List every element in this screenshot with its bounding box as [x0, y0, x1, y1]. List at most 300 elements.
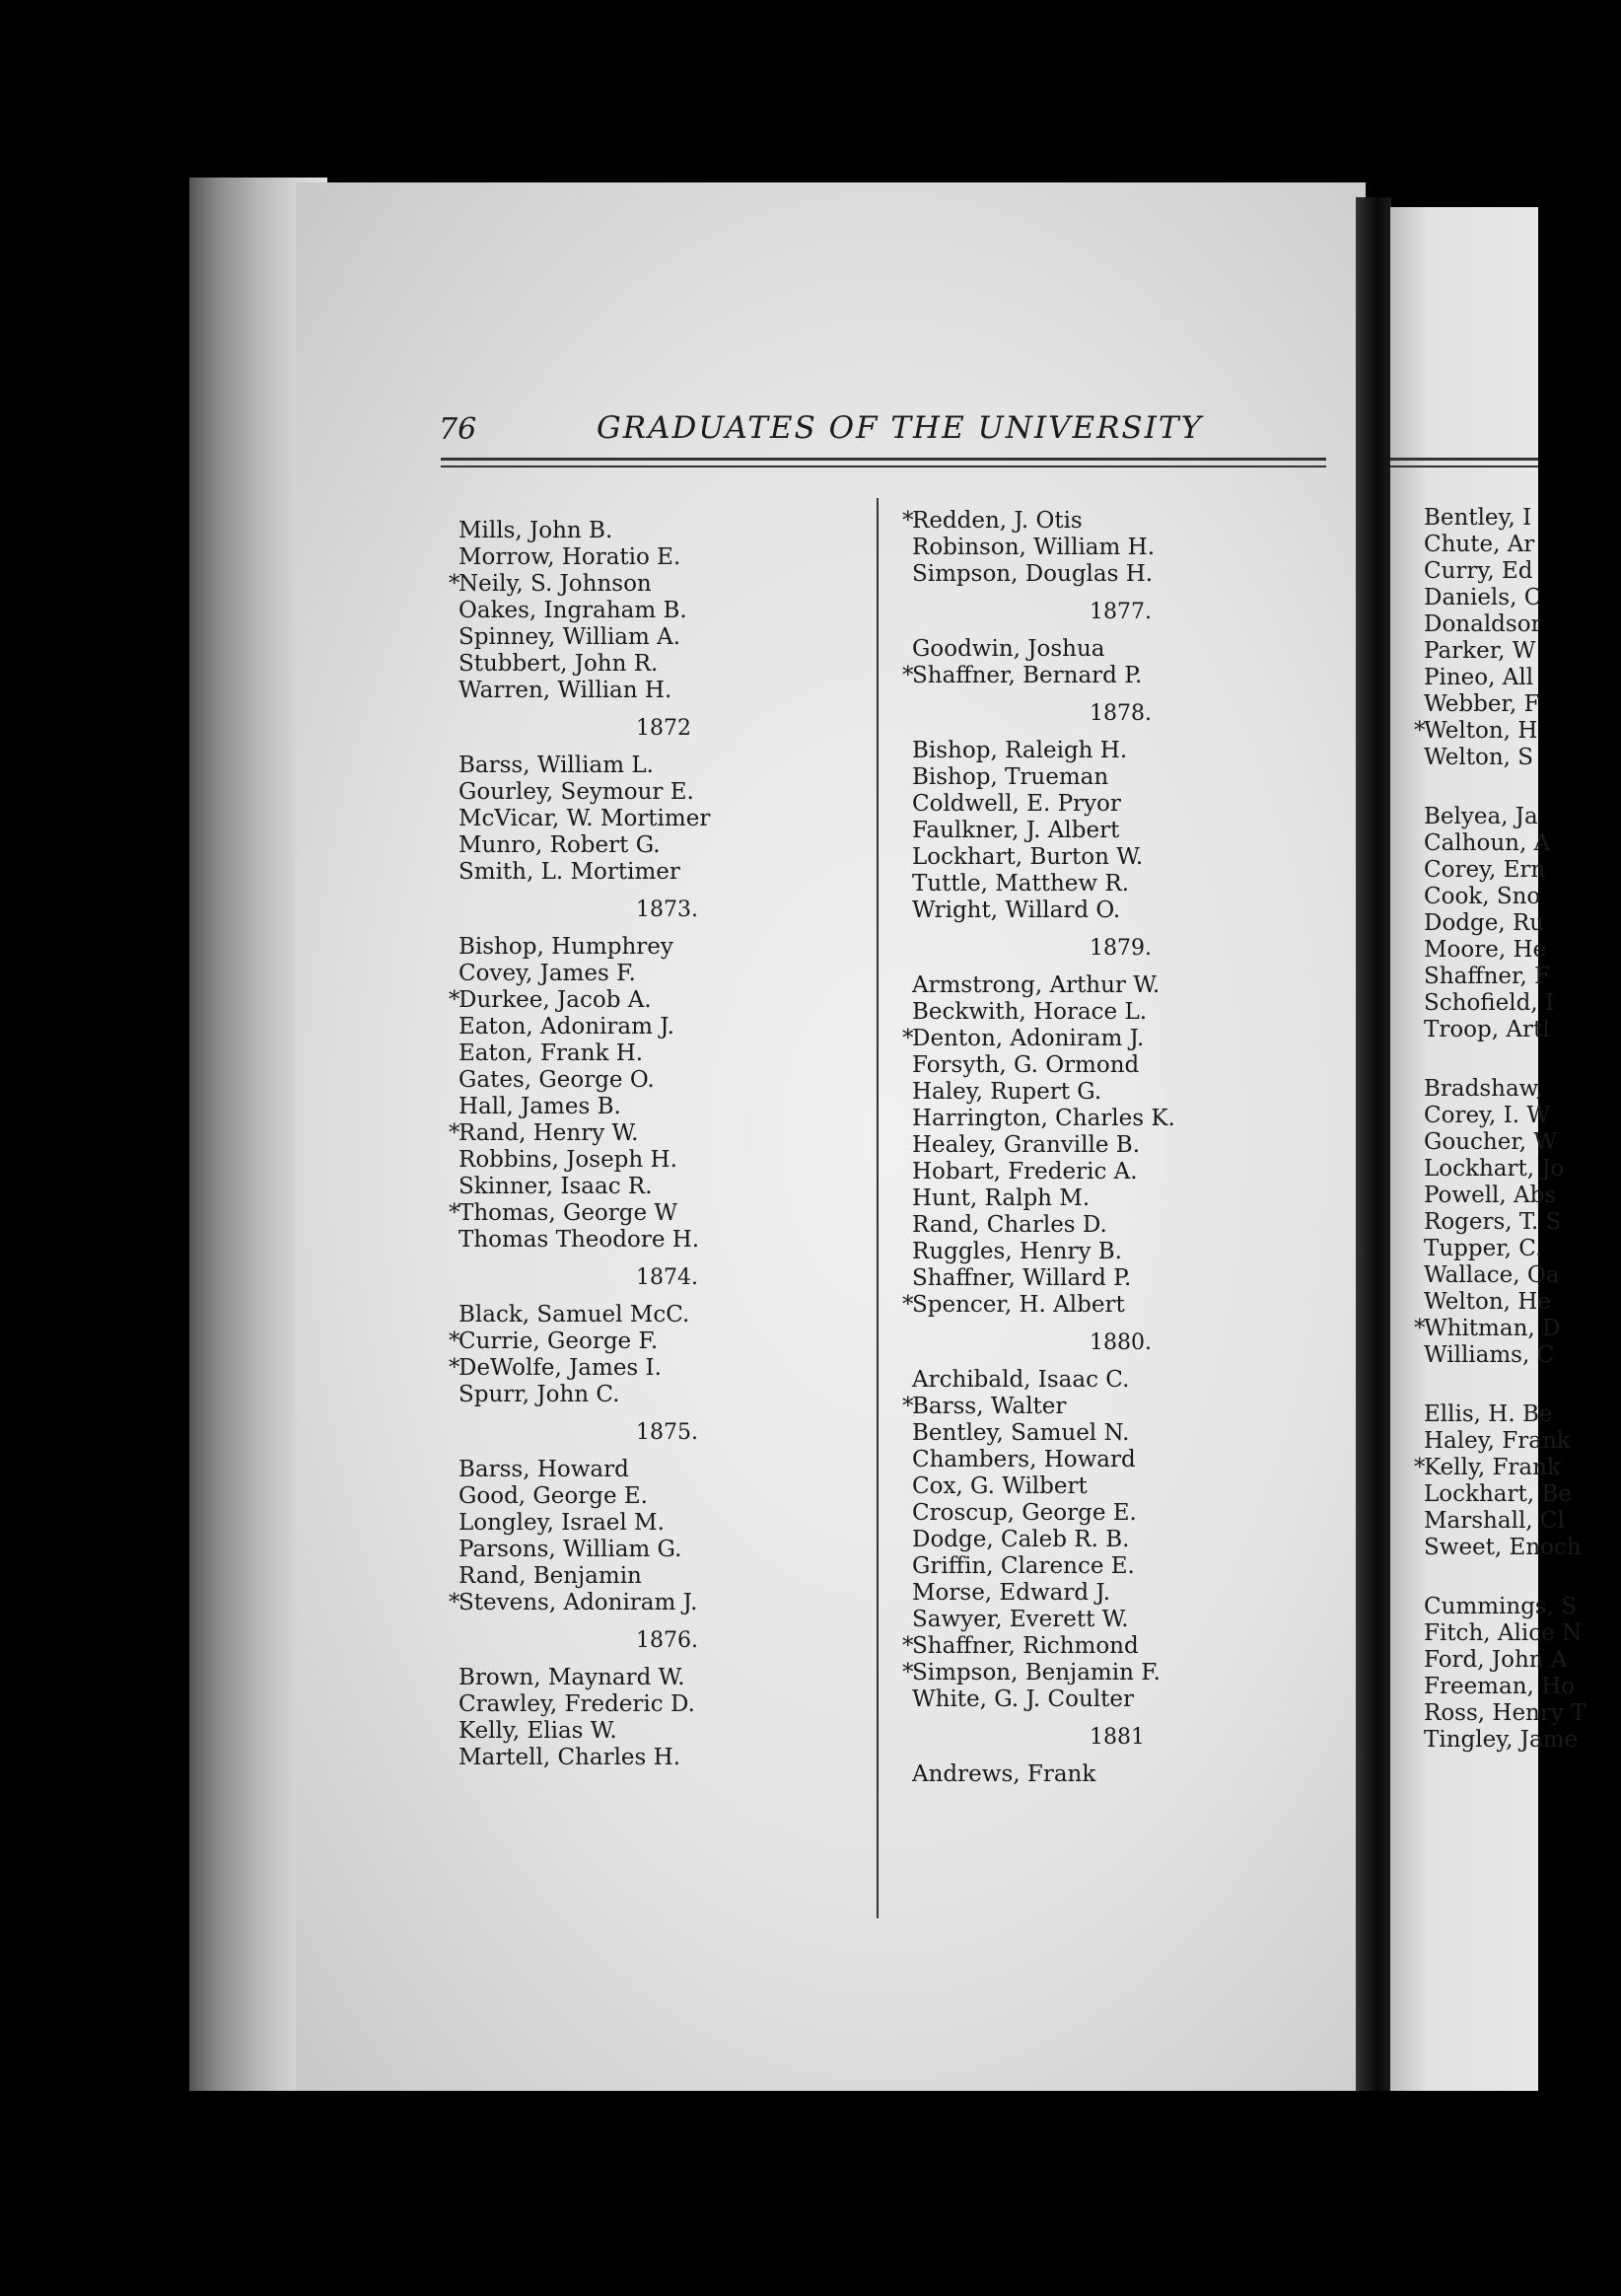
graduate-name: Chute, Ar — [1424, 532, 1535, 557]
graduate-name: Curry, Ed — [1424, 558, 1533, 584]
facing-page-column — [1414, 505, 1621, 1754]
right-column — [902, 508, 1326, 1788]
graduate-entry — [912, 1239, 1326, 1265]
spacer — [1424, 1369, 1621, 1380]
spacer — [912, 1319, 1326, 1329]
graduate-name: Archibald, Isaac C. — [912, 1367, 1130, 1393]
graduate-entry — [1424, 1401, 1621, 1428]
graduate-entry — [912, 1159, 1326, 1185]
graduate-entry — [1424, 1674, 1621, 1700]
graduate-entry — [1424, 1481, 1621, 1508]
graduate-name: Andrews, Frank — [912, 1761, 1096, 1787]
graduate-name: Mills, John B. — [458, 518, 613, 543]
graduate-entry — [1424, 1262, 1621, 1289]
graduate-name: Stubbert, John R. — [458, 651, 659, 677]
header-rule — [441, 466, 1326, 467]
graduate-entry — [1424, 910, 1621, 937]
graduate-entry — [912, 844, 1326, 871]
spacer — [1424, 1043, 1621, 1054]
spacer — [912, 588, 1326, 599]
graduate-name: Bentley, I — [1424, 505, 1532, 531]
spacer — [912, 1713, 1326, 1724]
graduate-entry — [458, 934, 873, 961]
class-year-heading: 1873. — [636, 897, 698, 922]
deceased-marker: * — [449, 1120, 460, 1146]
graduate-name: Coldwell, E. Pryor — [912, 791, 1121, 817]
graduate-name: Bishop, Trueman — [912, 764, 1109, 790]
graduate-name: Robinson, William H. — [912, 535, 1156, 560]
graduate-entry — [912, 1367, 1326, 1394]
graduate-entry — [458, 1382, 873, 1408]
graduate-name: Black, Samuel McC. — [458, 1302, 690, 1327]
graduate-entry — [1424, 1017, 1621, 1043]
spacer — [458, 742, 873, 753]
graduate-entry — [449, 571, 873, 598]
deceased-marker: * — [902, 1660, 914, 1686]
graduate-entry — [458, 753, 873, 779]
graduate-name: Longley, Israel M. — [458, 1510, 665, 1536]
spacer — [912, 962, 1326, 972]
graduate-entry — [458, 832, 873, 859]
graduate-name: Ellis, H. Be — [1424, 1401, 1553, 1427]
graduate-entry — [1424, 585, 1621, 611]
graduate-name: Crawley, Frederic D. — [458, 1691, 695, 1717]
spacer — [1424, 1583, 1621, 1594]
graduate-name: Munro, Robert G. — [458, 832, 661, 858]
graduate-name: Covey, James F. — [458, 961, 636, 986]
graduate-name: Chambers, Howard — [912, 1447, 1136, 1472]
graduate-name: Tupper, C. — [1424, 1236, 1543, 1261]
graduate-entry — [1424, 745, 1621, 771]
class-year-heading: 1876. — [636, 1628, 698, 1653]
spacer — [458, 1408, 873, 1419]
graduate-name: Parsons, William G. — [458, 1537, 682, 1562]
spacer — [458, 923, 873, 934]
graduate-name: Brown, Maynard W. — [458, 1665, 685, 1690]
graduate-entry — [458, 1302, 873, 1328]
graduate-entry — [458, 961, 873, 987]
graduate-name: Moore, He — [1424, 937, 1547, 963]
graduate-name: Ruggles, Henry B. — [912, 1239, 1122, 1264]
deceased-marker: * — [449, 1355, 460, 1381]
graduate-entry — [1424, 691, 1621, 718]
graduate-entry — [902, 508, 1326, 535]
graduate-entry — [1424, 1209, 1621, 1236]
graduate-entry — [449, 1328, 873, 1355]
graduate-entry — [912, 1212, 1326, 1239]
graduate-name: Spurr, John C. — [458, 1382, 620, 1407]
graduate-entry — [912, 791, 1326, 818]
graduate-name: Redden, J. Otis — [912, 508, 1083, 534]
graduate-name: Robbins, Joseph H. — [458, 1147, 677, 1173]
graduate-entry — [449, 1120, 873, 1147]
graduate-entry — [1424, 1594, 1621, 1620]
class-year-heading: 1874. — [636, 1265, 698, 1290]
graduate-name: Smith, L. Mortimer — [458, 859, 680, 885]
graduate-entry — [458, 651, 873, 678]
graduate-name: Corey, I. W — [1424, 1103, 1550, 1128]
graduate-entry — [902, 663, 1326, 689]
graduate-entry — [912, 1132, 1326, 1159]
graduate-name: Skinner, Isaac R. — [458, 1174, 653, 1199]
graduate-entry — [912, 1500, 1326, 1527]
graduate-entry — [912, 1185, 1326, 1212]
graduate-entry — [912, 1761, 1326, 1788]
graduate-name: Lockhart, Be — [1424, 1481, 1572, 1507]
graduate-entry — [1424, 1342, 1621, 1369]
graduate-entry — [912, 1580, 1326, 1607]
graduate-entry — [1424, 1428, 1621, 1455]
left-column — [449, 518, 873, 1771]
graduate-name: Stevens, Adoniram J. — [458, 1590, 698, 1615]
graduate-entry — [458, 518, 873, 544]
class-year-heading: 1877. — [1090, 600, 1152, 624]
deceased-marker: * — [902, 1633, 914, 1659]
deceased-marker: * — [902, 1394, 914, 1419]
graduate-entry — [1424, 857, 1621, 884]
graduate-entry — [1424, 884, 1621, 910]
graduate-name: Currie, George F. — [458, 1328, 659, 1354]
graduate-name: Pineo, All — [1424, 665, 1534, 690]
graduate-name: Barss, William L. — [458, 753, 654, 778]
graduate-entry — [912, 535, 1326, 561]
spacer — [1424, 782, 1621, 793]
graduate-entry — [458, 544, 873, 571]
graduate-name: Thomas, George W — [458, 1200, 678, 1226]
graduate-name: Neily, S. Johnson — [458, 571, 652, 597]
spacer — [1424, 1561, 1621, 1572]
graduate-name: Beckwith, Horace L. — [912, 999, 1148, 1025]
graduate-name: Gourley, Seymour E. — [458, 779, 694, 805]
spacer — [912, 924, 1326, 935]
graduate-name: Spencer, H. Albert — [912, 1292, 1125, 1318]
graduate-entry — [458, 678, 873, 704]
graduate-entry — [458, 624, 873, 651]
graduate-entry — [449, 1355, 873, 1382]
graduate-name: Williams, C — [1424, 1342, 1555, 1368]
graduate-name: Good, George E. — [458, 1483, 648, 1509]
graduate-entry — [1424, 1236, 1621, 1262]
graduate-entry — [912, 871, 1326, 897]
graduate-entry — [1424, 665, 1621, 691]
graduate-name: Shaffner, Willard P. — [912, 1265, 1132, 1291]
graduate-name: Fitch, Alice N — [1424, 1620, 1583, 1646]
spacer — [912, 727, 1326, 738]
graduate-name: Eaton, Adoniram J. — [458, 1014, 674, 1040]
deceased-marker: * — [449, 571, 460, 597]
book-gutter — [1356, 197, 1391, 2091]
graduate-name: Warren, Willian H. — [458, 678, 672, 703]
graduate-name: Martell, Charles H. — [458, 1745, 681, 1770]
graduate-entry — [1424, 1700, 1621, 1727]
graduate-name: Simpson, Benjamin F. — [912, 1660, 1161, 1686]
graduate-name: Shaffner, Bernard P. — [912, 663, 1143, 688]
graduate-entry — [1424, 937, 1621, 964]
graduate-name: McVicar, W. Mortimer — [458, 806, 711, 831]
graduate-name: Bishop, Raleigh H. — [912, 738, 1128, 763]
graduate-name: Barss, Howard — [458, 1457, 629, 1482]
deceased-marker: * — [449, 1328, 460, 1354]
spacer — [458, 1254, 873, 1264]
graduate-entry — [912, 1447, 1326, 1473]
graduate-entry — [912, 1473, 1326, 1500]
graduate-entry — [458, 1227, 873, 1254]
graduate-name: Haley, Frank — [1424, 1428, 1571, 1454]
graduate-name: Powell, Abs — [1424, 1183, 1557, 1208]
graduate-name: Schofield, I — [1424, 990, 1555, 1016]
graduate-name: Parker, W — [1424, 638, 1536, 664]
graduate-name: Barss, Walter — [912, 1394, 1067, 1419]
graduate-entry — [458, 598, 873, 624]
deceased-marker: * — [449, 987, 460, 1013]
spacer — [912, 689, 1326, 700]
spacer — [458, 704, 873, 715]
spacer — [1424, 1391, 1621, 1401]
graduate-entry — [458, 1014, 873, 1040]
graduate-entry — [912, 1052, 1326, 1079]
graduate-name: Goucher, W — [1424, 1129, 1558, 1155]
graduate-name: DeWolfe, James I. — [458, 1355, 662, 1381]
graduate-name: Denton, Adoniram J. — [912, 1026, 1145, 1051]
graduate-entry — [1424, 558, 1621, 585]
deceased-marker: * — [1414, 1316, 1426, 1341]
graduate-name: Harrington, Charles K. — [912, 1106, 1175, 1131]
graduate-entry — [449, 1590, 873, 1616]
graduate-name: Sweet, Enoch — [1424, 1535, 1582, 1560]
graduate-entry — [1424, 1156, 1621, 1183]
graduate-name: Tingley, Jame — [1424, 1727, 1579, 1753]
graduate-entry — [458, 1718, 873, 1745]
spacer — [458, 886, 873, 897]
graduate-entry — [1424, 804, 1621, 830]
graduate-entry — [912, 1553, 1326, 1580]
graduate-name: Wright, Willard O. — [912, 897, 1121, 923]
graduate-name: Webber, F — [1424, 691, 1540, 717]
graduate-entry — [912, 1607, 1326, 1633]
graduate-name: Ross, Henry T — [1424, 1700, 1586, 1726]
page-number: 76 — [439, 412, 477, 447]
graduate-entry — [912, 999, 1326, 1026]
graduate-entry — [912, 972, 1326, 999]
facing-header-rule — [1390, 466, 1538, 467]
graduate-name: Kelly, Frank — [1424, 1455, 1561, 1480]
graduate-name: Calhoun, A — [1424, 830, 1551, 856]
graduate-name: Spinney, William A. — [458, 624, 681, 650]
graduate-entry — [902, 1394, 1326, 1420]
spacer — [458, 1654, 873, 1665]
graduate-name: Bradshaw, — [1424, 1076, 1543, 1102]
graduate-name: Wallace, Oa — [1424, 1262, 1560, 1288]
graduate-entry — [458, 1040, 873, 1067]
graduate-name: Marshall, Cl — [1424, 1508, 1565, 1534]
spacer — [1424, 771, 1621, 782]
graduate-entry — [458, 1094, 873, 1120]
spacer — [1424, 1572, 1621, 1583]
graduate-entry — [458, 1691, 873, 1718]
graduate-entry — [1424, 638, 1621, 665]
graduate-entry — [912, 818, 1326, 844]
graduate-name: Donaldsor — [1424, 611, 1542, 637]
graduate-name: Daniels, C — [1424, 585, 1542, 610]
graduate-entry — [1424, 1727, 1621, 1754]
graduate-entry — [458, 1457, 873, 1483]
deceased-marker: * — [449, 1590, 460, 1615]
graduate-name: Lockhart, Jo — [1424, 1156, 1565, 1182]
graduate-entry — [902, 1026, 1326, 1052]
graduate-name: Ford, John A — [1424, 1647, 1568, 1673]
graduate-name: Faulkner, J. Albert — [912, 818, 1120, 843]
graduate-entry — [1424, 1289, 1621, 1316]
graduate-entry — [912, 1265, 1326, 1292]
graduate-entry — [449, 1200, 873, 1227]
graduate-name: Rand, Henry W. — [458, 1120, 639, 1146]
graduate-entry — [1414, 718, 1621, 745]
spacer — [1424, 1065, 1621, 1076]
graduate-entry — [458, 1510, 873, 1537]
graduate-entry — [912, 561, 1326, 588]
graduate-name: Croscup, George E. — [912, 1500, 1137, 1526]
header-rule — [441, 458, 1326, 461]
class-year-heading: 1880. — [1090, 1330, 1152, 1355]
class-year-heading: 1881 — [1090, 1725, 1145, 1750]
graduate-entry — [458, 1537, 873, 1563]
graduate-name: Whitman, D — [1424, 1316, 1561, 1341]
graduate-entry — [912, 1106, 1326, 1132]
graduate-name: Gates, George O. — [458, 1067, 655, 1093]
graduate-entry — [1424, 1103, 1621, 1129]
graduate-entry — [1424, 1183, 1621, 1209]
graduate-entry — [458, 1174, 873, 1200]
graduate-entry — [458, 806, 873, 832]
deceased-marker: * — [902, 1292, 914, 1318]
graduate-name: Rogers, T. S — [1424, 1209, 1562, 1235]
graduate-entry — [458, 1665, 873, 1691]
facing-header-rule — [1390, 458, 1538, 461]
graduate-name: White, G. J. Coulter — [912, 1686, 1134, 1712]
graduate-name: Freeman, Ho — [1424, 1674, 1576, 1699]
graduate-entry — [1414, 1455, 1621, 1481]
graduate-name: Sawyer, Everett W. — [912, 1607, 1129, 1632]
spacer — [458, 1446, 873, 1457]
spacer — [1424, 1054, 1621, 1065]
graduate-name: Hall, James B. — [458, 1094, 621, 1119]
graduate-name: Cummings, S — [1424, 1594, 1578, 1619]
graduate-entry — [912, 897, 1326, 924]
graduate-entry — [1424, 990, 1621, 1017]
graduate-name: Tuttle, Matthew R. — [912, 871, 1130, 897]
graduate-name: Morse, Edward J. — [912, 1580, 1111, 1606]
graduate-entry — [1424, 1508, 1621, 1535]
graduate-entry — [458, 1067, 873, 1094]
spacer — [458, 1291, 873, 1302]
graduate-name: Rand, Charles D. — [912, 1212, 1107, 1238]
graduate-entry — [912, 738, 1326, 764]
graduate-name: Belyea, Ja — [1424, 804, 1538, 829]
graduate-entry — [912, 1079, 1326, 1106]
graduate-name: Welton, S — [1424, 745, 1534, 770]
graduate-entry — [1424, 1620, 1621, 1647]
graduate-name: Cook, Sno — [1424, 884, 1541, 909]
graduate-name: Hunt, Ralph M. — [912, 1185, 1091, 1211]
graduate-entry — [912, 764, 1326, 791]
graduate-entry — [912, 1527, 1326, 1553]
spacer — [458, 1616, 873, 1627]
deceased-marker: * — [449, 1200, 460, 1226]
graduate-name: Armstrong, Arthur W. — [912, 972, 1161, 998]
class-year-heading: 1878. — [1090, 701, 1152, 726]
graduate-entry — [1424, 1535, 1621, 1561]
graduate-entry — [902, 1660, 1326, 1686]
graduate-name: Lockhart, Burton W. — [912, 844, 1144, 870]
class-year-heading: 1875. — [636, 1420, 698, 1445]
graduate-entry — [1424, 532, 1621, 558]
graduate-name: Simpson, Douglas H. — [912, 561, 1154, 587]
graduate-entry — [458, 1563, 873, 1590]
deceased-marker: * — [902, 1026, 914, 1051]
graduate-entry — [902, 1292, 1326, 1319]
deceased-marker: * — [902, 508, 914, 534]
graduate-name: Shaffner, F — [1424, 964, 1551, 989]
spacer — [1424, 1380, 1621, 1391]
column-divider — [877, 498, 879, 1918]
graduate-name: Welton, He — [1424, 1289, 1551, 1315]
graduate-entry — [912, 1420, 1326, 1447]
spacer — [912, 1751, 1326, 1761]
spacer — [1424, 793, 1621, 804]
facing-page — [1390, 207, 1586, 2091]
graduate-entry — [912, 636, 1326, 663]
running-header: GRADUATES OF THE UNIVERSITY — [597, 410, 1204, 446]
graduate-entry — [1424, 1076, 1621, 1103]
graduate-entry — [902, 1633, 1326, 1660]
graduate-name: Goodwin, Joshua — [912, 636, 1105, 662]
spacer — [912, 625, 1326, 636]
graduate-name: Cox, G. Wilbert — [912, 1473, 1088, 1499]
graduate-entry — [1424, 505, 1621, 532]
deceased-marker: * — [1414, 718, 1426, 744]
graduate-entry — [449, 987, 873, 1014]
graduate-entry — [1424, 964, 1621, 990]
graduate-name: Bishop, Humphrey — [458, 934, 673, 960]
graduate-entry — [458, 1147, 873, 1174]
graduate-name: Corey, Ern — [1424, 857, 1546, 883]
graduate-entry — [458, 1483, 873, 1510]
graduate-name: Oakes, Ingraham B. — [458, 598, 687, 623]
deceased-marker: * — [902, 663, 914, 688]
graduate-entry — [1424, 1647, 1621, 1674]
spacer — [912, 1356, 1326, 1367]
graduate-name: Morrow, Horatio E. — [458, 544, 681, 570]
graduate-entry — [912, 1686, 1326, 1713]
graduate-name: Eaton, Frank H. — [458, 1040, 644, 1066]
graduate-entry — [1424, 1129, 1621, 1156]
graduate-name: Healey, Granville B. — [912, 1132, 1140, 1158]
class-year-heading: 1879. — [1090, 936, 1152, 961]
graduate-name: Dodge, Caleb R. B. — [912, 1527, 1130, 1552]
graduate-name: Thomas Theodore H. — [458, 1227, 700, 1253]
graduate-name: Bentley, Samuel N. — [912, 1420, 1130, 1446]
graduate-name: Griffin, Clarence E. — [912, 1553, 1135, 1579]
graduate-name: Haley, Rupert G. — [912, 1079, 1102, 1105]
deceased-marker: * — [1414, 1455, 1426, 1480]
graduate-entry — [1424, 830, 1621, 857]
class-year-heading: 1872 — [636, 716, 691, 741]
graduate-entry — [458, 859, 873, 886]
graduate-name: Rand, Benjamin — [458, 1563, 642, 1589]
graduate-name: Kelly, Elias W. — [458, 1718, 617, 1744]
graduate-entry — [458, 779, 873, 806]
graduate-entry — [1424, 611, 1621, 638]
